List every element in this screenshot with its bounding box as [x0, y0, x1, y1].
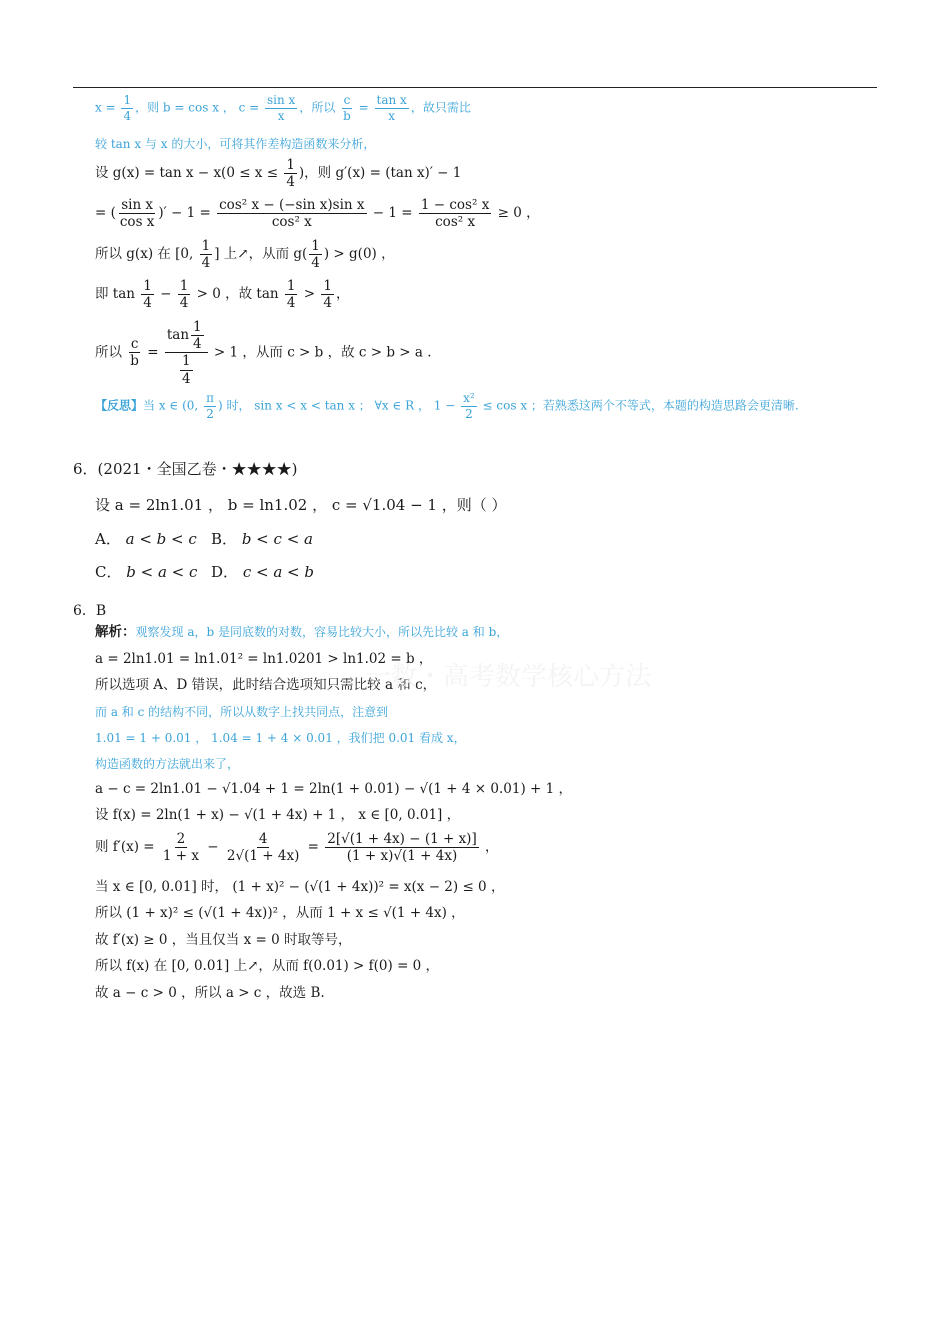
option-b: B． b < c < a	[211, 530, 313, 548]
answer-header: 6．B	[73, 603, 107, 619]
answer-line-10: 故 a − c > 0 ，所以 a > c ，故选 B.	[95, 985, 325, 1001]
solution-line-6: 即 tan $\frac{1}{4}$ − $\frac{1}{4}$ > 0 ，故 tan $\frac{1}{4}$ > $\frac{1}{4}$ ，	[95, 278, 350, 312]
solution-line-5: 所以 g(x) 在 [0, $\frac{1}{4}$ ] 上↗，从而 g( $\frac{1}{4}$ ) > g(0) ，	[95, 238, 395, 272]
solution-line-4: = ( $\frac{\text{sin x}}{\text{cos x}}$ )′ − 1 = $\frac{\text{cos² x − (−sin x)sin x}}{\text{cos² x}}$ − 1 = $\frac{\text{1 − cos² x}}{\text{cos² x}}$ ≥ 0 ，	[95, 197, 540, 231]
header-rule	[73, 87, 877, 88]
solution-line-3: 设 g(x) = tan x − x(0 ≤ x ≤ $\frac{1}{4}$ )，则 g′(x) = (tan x)′ − 1	[95, 157, 462, 191]
answer-line-4: 设 f(x) = 2ln(1 + x) − √(1 + 4x) + 1 ， x ∈ [0, 0.01] ，	[95, 807, 461, 823]
question-stem: 设 a = 2ln1.01 ， b = ln1.02 ， c = √1.04 − 1 ，则（ ）	[95, 496, 507, 514]
answer-line-3: a − c = 2ln1.01 − √1.04 + 1 = 2ln(1 + 0.01) − √(1 + 4 × 0.01) + 1 ，	[95, 781, 572, 797]
reflection-tag: 【反思】	[95, 398, 144, 413]
answer-note-3: 构造函数的方法就出来了，	[95, 757, 240, 771]
answer-line-2: 所以选项 A、D 错误，此时结合选项知只需比较 a 和 c，	[95, 677, 437, 693]
answer-note-2: 1.01 = 1 + 0.01 ， 1.04 = 1 + 4 × 0.01 ，我们把 0.01 看成 x，	[95, 731, 466, 745]
answer-line-8: 故 f′(x) ≥ 0 ，当且仅当 x = 0 时取等号，	[95, 932, 352, 948]
answer-line-7: 所以 (1 + x)² ≤ (√(1 + 4x))² ，从而 1 + x ≤ √(1 + 4x) ，	[95, 905, 465, 921]
answer-note-1: 而 a 和 c 的结构不同，所以从数字上找共同点，注意到	[95, 705, 389, 719]
option-a: A． a < b < c	[95, 530, 197, 548]
answer-line-9: 所以 f(x) 在 [0, 0.01] 上↗，从而 f(0.01) > f(0) = 0 ，	[95, 958, 440, 974]
answer-line-1: a = 2ln1.01 = ln1.01² = ln1.0201 > ln1.02 = b ，	[95, 651, 433, 667]
option-c: C． b < a < c	[95, 563, 198, 581]
answer-line-5: 则 f′(x) = $\frac{2}{1 + x}$ − $\frac{4}{2√(1 + 4x)}$ = $\frac{2[√(1 + 4x) - (1 + x)]}{(1 + x)√(1 + 4x)}$ ，	[95, 831, 499, 865]
solution-line-7: 所以 $\frac{c}{b}$ = tan $\frac{1}{4}$ $\frac{1}{4}$ > 1 ，从而 c > b ，故 c > b > a .	[95, 319, 432, 387]
reflection-line: 【反思】当 x ∈ (0, $\frac{\pi}{2}$ ) 时， sin x < x < tan x ； ∀x ∈ R ， 1 − $\frac{\text{x²}}{2}$ ≤ cos x ；若熟悉这两个不等式，本题的构造思路会更清晰.	[95, 391, 799, 421]
solution-line-2: 较 tan x 与 x 的大小，可将其作差构造函数来分析，	[95, 137, 376, 151]
option-d: D． c < a < b	[211, 563, 314, 581]
watermark: 一数・高考数学核心方法	[365, 662, 652, 692]
question-number: 6．(2021・全国乙卷・★★★★)	[73, 460, 298, 478]
solution-line-1: x = $\frac{1}{4}$ ，则 b = cos x ， c = $\frac{\text{sin x}}{x}$ ，所以 $\frac{c}{b}$ = $\frac{\text{tan x}}{x}$ ，故只需比	[95, 93, 471, 123]
answer-line-6: 当 x ∈ [0, 0.01] 时， (1 + x)² − (√(1 + 4x))² = x(x − 2) ≤ 0 ，	[95, 879, 505, 895]
analysis-line: 解析：观察发现 a，b 是同底数的对数，容易比较大小，所以先比较 a 和 b，	[95, 624, 509, 640]
analysis-label: 解析：	[95, 624, 136, 640]
